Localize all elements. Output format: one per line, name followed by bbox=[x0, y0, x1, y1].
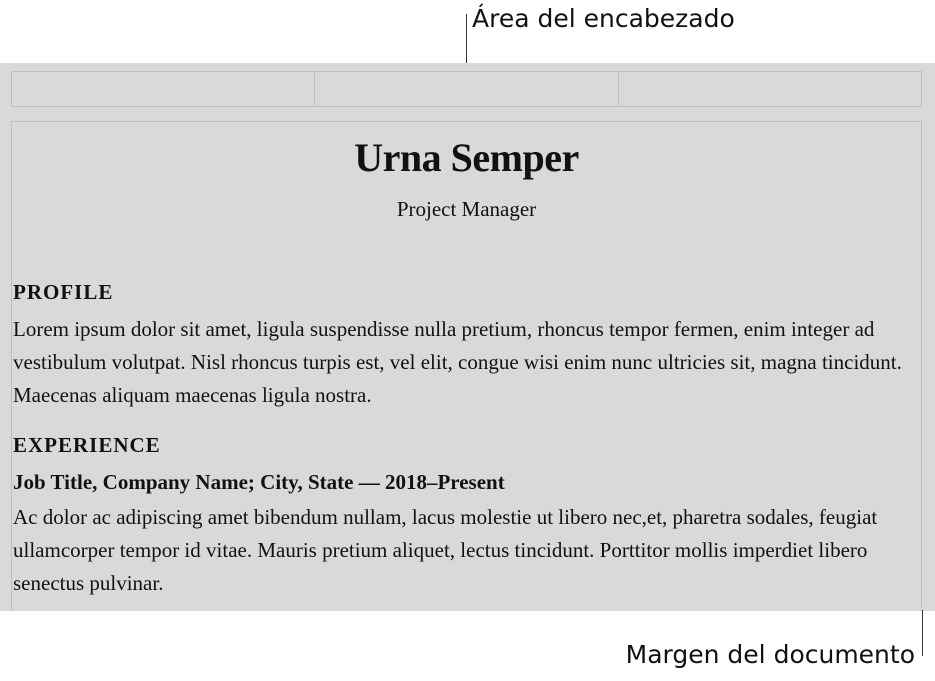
document-page[interactable] bbox=[0, 63, 935, 611]
profile-heading[interactable]: PROFILE bbox=[13, 280, 114, 304]
header-cell-left[interactable] bbox=[12, 72, 314, 106]
header-area-callout: Área del encabezado bbox=[472, 4, 735, 33]
header-cell-center[interactable] bbox=[314, 72, 617, 106]
header-area[interactable] bbox=[11, 71, 922, 107]
resume-name[interactable]: Urna Semper bbox=[354, 135, 579, 180]
document-body[interactable] bbox=[11, 121, 922, 611]
header-area-leader-line bbox=[466, 14, 467, 70]
header-cell-right[interactable] bbox=[618, 72, 921, 106]
job-title-line[interactable]: Job Title, Company Name; City, State — 2018–Present bbox=[13, 470, 505, 494]
document-margin-leader-line bbox=[922, 610, 923, 656]
experience-paragraph[interactable]: Ac dolor ac adipiscing amet bibendum nullam, lacus molestie ut libero nec,et, pharetra sodales, feugiat ullamcorper tempor id vitae. Mauris pretium aliquet, lectus tincidunt. Porttitor mollis imperdiet libero senectus pulvinar. bbox=[13, 505, 878, 595]
experience-heading[interactable]: EXPERIENCE bbox=[13, 433, 161, 457]
profile-paragraph[interactable]: Lorem ipsum dolor sit amet, ligula suspendisse nulla pretium, rhoncus tempor fermen, enim integer ad vestibulum volutpat. Nisl rhoncus turpis est, vel elit, congue wisi enim nunc ultricies sit, magna tincidunt. Maecenas aliquam maecenas ligula nostra. bbox=[13, 317, 902, 407]
resume-role[interactable]: Project Manager bbox=[396, 197, 537, 221]
document-margin-callout: Margen del documento bbox=[625, 640, 915, 669]
